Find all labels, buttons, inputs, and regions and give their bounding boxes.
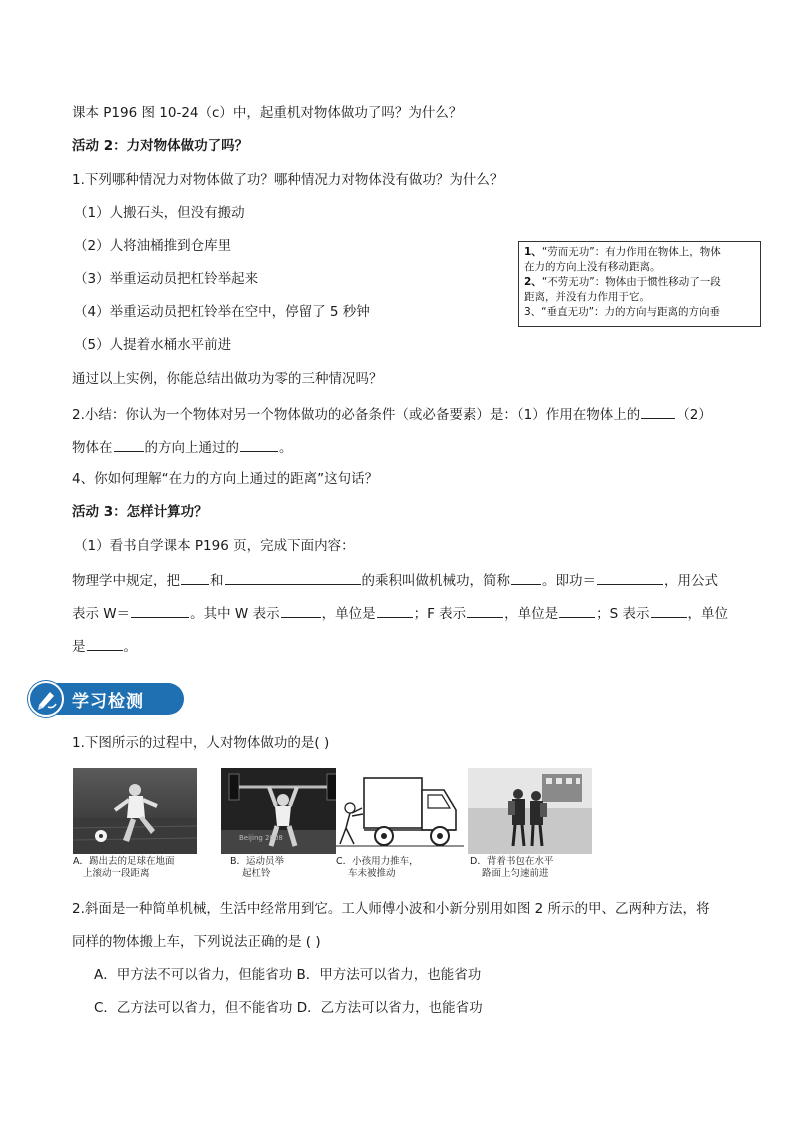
note-number: 2、: [524, 276, 542, 288]
caption-line: A．踢出去的足球在地面: [73, 856, 175, 867]
list-item: （4）举重运动员把杠铃举在空中，停留了 5 秒钟: [74, 304, 370, 320]
list-item: （3）举重运动员把杠铃举起来: [74, 271, 259, 287]
answer-blank[interactable]: [240, 436, 278, 452]
svg-text:Beijing 2008: Beijing 2008: [239, 834, 283, 842]
formula-text: 和: [210, 573, 224, 589]
answer-blank[interactable]: [181, 569, 209, 585]
caption-line: 上滚动一段距离: [83, 868, 150, 879]
caption-d: [470, 856, 594, 880]
list-item: （2）人将油桶推到仓库里: [74, 238, 232, 254]
formula-line2: [72, 602, 728, 624]
list-item: （1）人搬石头，但没有搬动: [74, 205, 245, 221]
caption-a: [73, 856, 197, 880]
answer-blank[interactable]: [281, 602, 321, 618]
activity2-q1: 1.下列哪种情况力对物体做了功？哪种情况力对物体没有做功？为什么？: [72, 172, 504, 188]
summary-question: 通过以上实例，你能总结出做功为零的三种情况吗？: [72, 371, 383, 387]
formula-text: ，单位: [687, 606, 729, 622]
note-number: 1、: [524, 246, 542, 258]
answer-blank[interactable]: [467, 602, 503, 618]
caption-line: D．背着书包在水平: [470, 856, 554, 867]
answer-blank[interactable]: [651, 602, 687, 618]
answer-blank[interactable]: [87, 635, 123, 651]
activity2-q2-line2: [72, 436, 293, 458]
soccer-illustration: [73, 768, 197, 854]
formula-text: 表示 W＝: [72, 606, 131, 622]
answer-blank[interactable]: [641, 403, 675, 419]
activity2-title: 活动 2：力对物体做功了吗？: [72, 138, 249, 154]
test-q1: 1.下图所示的过程中，人对物体做功的是( ): [72, 735, 330, 751]
formula-text: ，单位是: [321, 606, 376, 622]
note-line: 3、“垂直无功”：力的方向与距离的方向垂: [524, 306, 721, 318]
caption-line: 起杠铃: [242, 868, 271, 879]
formula-text: 。即功＝: [542, 573, 596, 589]
activity2-q4: 4、你如何理解“在力的方向上通过的距离”这句话？: [72, 471, 379, 487]
formula-text: ，用公式: [664, 573, 718, 589]
caption-c: [336, 856, 460, 880]
intro-question: 课本 P196 图 10-24（c）中，起重机对物体做功了吗？为什么？: [72, 105, 463, 121]
answer-blank[interactable]: [225, 569, 361, 585]
formula-text: ，单位是: [504, 606, 559, 622]
note-line: “不劳无功”：物体由于惯性移动了一段: [541, 276, 721, 288]
answer-blank[interactable]: [597, 569, 663, 585]
formula-text: 的乘积叫做机械功，简称: [361, 573, 510, 589]
caption-line: 车未被推动: [348, 868, 396, 879]
formula-text: ；F 表示: [413, 606, 467, 622]
formula-text: 是: [72, 639, 86, 655]
pencil-icon: [28, 681, 64, 717]
answer-blank[interactable]: [511, 569, 541, 585]
answer-blank[interactable]: [377, 602, 413, 618]
q2-text: 。: [279, 440, 293, 456]
test-q2-line2: 同样的物体搬上车，下列说法正确的是 ( ): [72, 934, 321, 950]
note-line: 距离，并没有力作用于它。: [524, 291, 650, 303]
activity3-step1: （1）看书自学课本 P196 页，完成下面内容：: [74, 538, 355, 554]
formula-text: 。: [123, 639, 137, 655]
list-item: （5）人提着水桶水平前进: [74, 337, 232, 353]
q2-text: 的方向上通过的: [144, 440, 239, 456]
note-line: “劳而无功”：有力作用在物体上，物体: [541, 246, 721, 258]
note-box: [518, 241, 761, 327]
truck-illustration: [336, 768, 464, 854]
q2-text: （2）: [676, 407, 712, 423]
answer-blank[interactable]: [559, 602, 595, 618]
activity3-title: 活动 3：怎样计算功？: [72, 504, 208, 520]
caption-line: 路面上匀速前进: [482, 868, 549, 879]
section-title: 学习检测: [72, 692, 144, 712]
answer-blank[interactable]: [131, 602, 189, 618]
formula-text: 。其中 W 表示: [190, 606, 280, 622]
formula-line1: [72, 569, 718, 591]
weightlifter-illustration: [221, 768, 345, 854]
caption-line: B．运动员举: [230, 856, 285, 867]
caption-line: C．小孩用力推车，: [336, 856, 419, 867]
students-illustration: [468, 768, 592, 854]
activity2-q2: [72, 403, 712, 425]
options-ab: A．甲方法不可以省力，但能省功 B．甲方法可以省力，也能省功: [94, 967, 482, 983]
formula-line3: [72, 635, 137, 657]
note-line: 在力的方向上没有移动距离。: [524, 261, 661, 273]
q2-text: 物体在: [72, 440, 113, 456]
answer-blank[interactable]: [114, 436, 144, 452]
options-cd: C．乙方法可以省力，但不能省功 D．乙方法可以省力，也能省功: [94, 1000, 483, 1016]
formula-text: 物理学中规定，把: [72, 573, 180, 589]
q2-text: 2.小结：你认为一个物体对另一个物体做功的必备条件（或必备要素）是：（1）作用在物体上的: [72, 407, 641, 423]
section-banner: [28, 681, 184, 717]
test-q2-line1: 2.斜面是一种简单机械，生活中经常用到它。工人师傅小波和小新分别用如图 2 所示的甲、乙两种方法，将: [72, 901, 710, 917]
formula-text: ；S 表示: [596, 606, 650, 622]
